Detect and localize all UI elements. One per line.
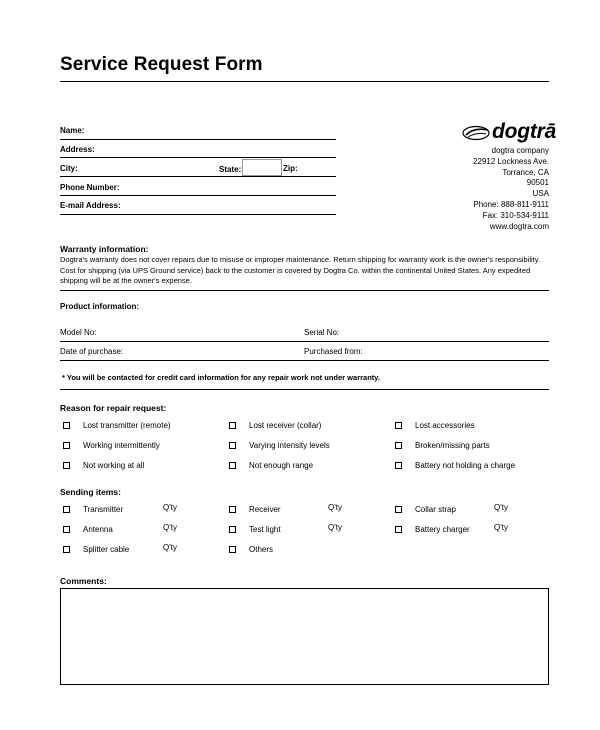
sending-item: Battery charger: [415, 525, 470, 534]
qty-label: Q'ty: [328, 523, 342, 532]
repair-option: Varying intensity levels: [249, 441, 330, 450]
sending-heading: Sending items:: [60, 487, 121, 497]
model-serial-field[interactable]: [60, 341, 549, 342]
warranty-line: shipping will be at the owner's expense.: [60, 276, 192, 285]
state-label: State:: [219, 165, 242, 174]
repair-checkbox[interactable]: [395, 442, 402, 449]
qty-label: Q'ty: [328, 503, 342, 512]
repair-option: Working intermittently: [83, 441, 160, 450]
sending-checkbox[interactable]: [63, 546, 70, 553]
repair-checkbox[interactable]: [229, 442, 236, 449]
qty-label: Q'ty: [163, 523, 177, 532]
repair-option: Battery not holding a charge: [415, 461, 516, 470]
qty-label: Q'ty: [494, 523, 508, 532]
repair-option: Lost accessories: [415, 421, 475, 430]
product-heading: Product information:: [60, 302, 140, 311]
email-field[interactable]: [60, 214, 336, 215]
dogtra-logo-icon: [462, 123, 492, 148]
repair-option: Not working at all: [83, 461, 145, 470]
section-divider: [60, 389, 549, 390]
company-line: 90501: [526, 178, 549, 188]
sending-item: Test light: [249, 525, 281, 534]
repair-checkbox[interactable]: [63, 422, 70, 429]
city-label: City:: [60, 164, 78, 173]
title-divider: [60, 81, 549, 82]
sending-item: Splitter cable: [83, 545, 130, 554]
phone-field[interactable]: [60, 195, 336, 196]
warranty-line: Dogtra's warranty does not cover repairs due to misuse or improper maintenance. Return shipping for warranty work is the owner's responsibility.: [60, 255, 541, 264]
repair-checkbox[interactable]: [63, 442, 70, 449]
sending-item: Transmitter: [83, 505, 124, 514]
company-line: dogtra company: [491, 146, 549, 155]
repair-checkbox[interactable]: [229, 462, 236, 469]
sending-checkbox[interactable]: [229, 506, 236, 513]
company-line: 22912 Lockness Ave.: [473, 156, 549, 166]
repair-option: Not enough range: [249, 461, 314, 470]
repair-option: Lost receiver (collar): [249, 421, 322, 430]
company-info: [473, 146, 549, 232]
repair-option: Lost transmitter (remote): [83, 421, 171, 430]
section-divider: [60, 290, 549, 291]
warranty-heading: Warranty information:: [60, 244, 149, 254]
sending-checkbox[interactable]: [229, 526, 236, 533]
sending-checkbox[interactable]: [229, 546, 236, 553]
sending-checkbox[interactable]: [63, 526, 70, 533]
credit-card-note: * You will be contacted for credit card information for any repair work not under warranty.: [62, 373, 380, 382]
purchase-field[interactable]: [60, 360, 549, 361]
model-label: Model No:: [60, 328, 97, 337]
repair-option: Broken/missing parts: [415, 441, 490, 450]
repair-checkbox[interactable]: [63, 462, 70, 469]
state-field[interactable]: [242, 159, 282, 176]
repair-checkbox[interactable]: [229, 422, 236, 429]
purchase-date-label: Date of purchase:: [60, 347, 124, 356]
address-label: Address:: [60, 145, 95, 154]
company-line: Torrance, CA: [502, 167, 549, 177]
comments-textarea[interactable]: [60, 588, 549, 685]
purchased-from-label: Purchased from:: [304, 347, 363, 356]
company-line: Fax: 310-534-9111: [482, 210, 549, 220]
comments-heading: Comments:: [60, 576, 107, 586]
company-line: Phone: 888-811-9111: [473, 199, 549, 209]
sending-checkbox[interactable]: [395, 506, 402, 513]
repair-checkbox[interactable]: [395, 462, 402, 469]
city-field[interactable]: [60, 176, 336, 177]
zip-label: Zip:: [283, 164, 298, 173]
company-line: www.dogtra.com: [489, 221, 549, 231]
sending-item: Receiver: [249, 505, 281, 514]
name-label: Name:: [60, 126, 85, 135]
sending-item: Collar strap: [415, 505, 456, 514]
sending-checkbox[interactable]: [395, 526, 402, 533]
sending-item: Antenna: [83, 525, 113, 534]
qty-label: Q'ty: [494, 503, 508, 512]
address-field[interactable]: [60, 157, 336, 158]
sending-checkbox[interactable]: [63, 506, 70, 513]
company-logo-text: dogtrā: [492, 120, 557, 143]
qty-label: Q'ty: [163, 503, 177, 512]
company-line: USA: [532, 189, 549, 199]
repair-checkbox[interactable]: [395, 422, 402, 429]
qty-label: Q'ty: [163, 543, 177, 552]
page-title: Service Request Form: [60, 54, 263, 75]
repair-heading: Reason for repair request:: [60, 403, 167, 413]
serial-label: Serial No:: [304, 328, 340, 337]
warranty-line: Cost for shipping (via UPS Ground service) back to the customer is covered by Dogtra Co. within the continental United States. Any expedited: [60, 265, 531, 275]
name-field[interactable]: [60, 139, 336, 140]
sending-item: Others: [249, 545, 274, 554]
warranty-text: [60, 255, 555, 287]
email-label: E-mail Address:: [60, 201, 121, 210]
phone-label: Phone Number:: [60, 183, 120, 192]
